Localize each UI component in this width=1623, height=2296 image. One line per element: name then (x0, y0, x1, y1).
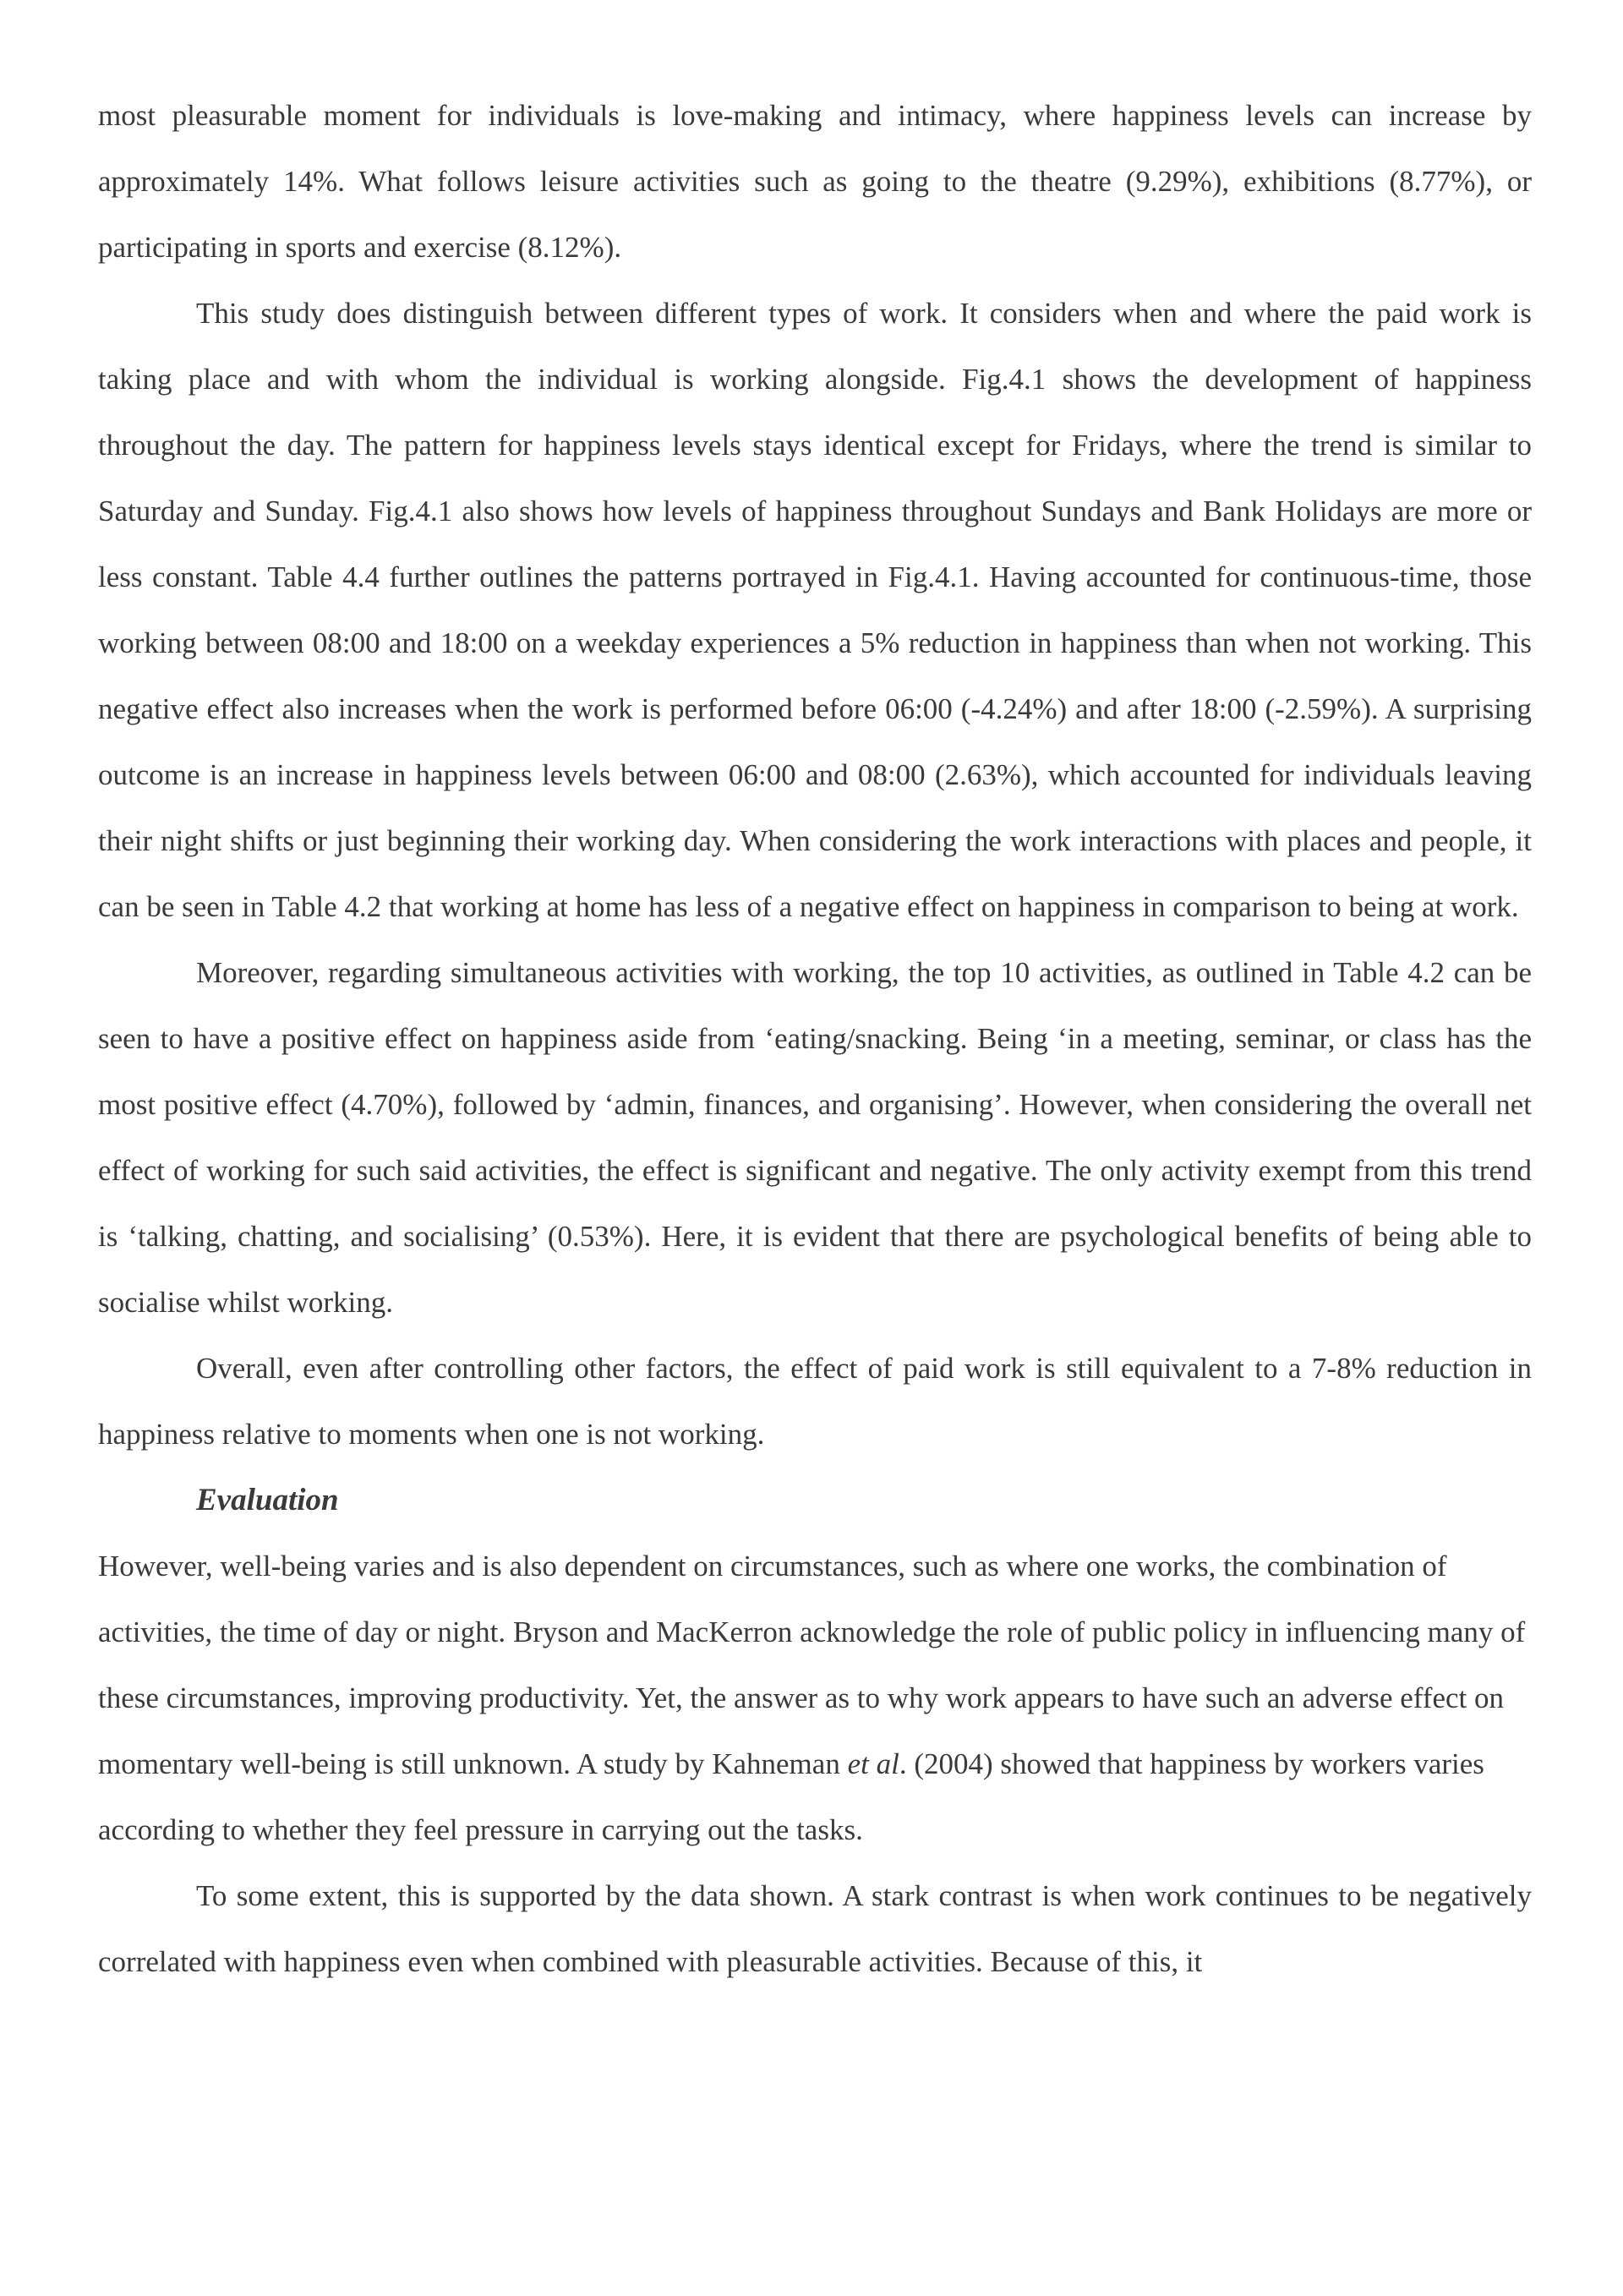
paragraph-evaluation (98, 1533, 1532, 1863)
paragraph-overall-effect: Overall, even after controlling other factors, the effect of paid work is still equivalent to a 7-8% reduction in happiness relative to moments when one is not working. (98, 1352, 1532, 1451)
document-page (98, 83, 1532, 1995)
et-al-italic: et al (847, 1747, 899, 1780)
section-heading-evaluation: Evaluation (196, 1483, 339, 1517)
evaluation-text-part-1: However, well-being varies and is also dependent on circumstances, such as where one works, the combination of activities, the time of day or night. Bryson and MacKerron acknowledge the role of public policy in influencing many of these circumstances, improving productivity. Yet, the answer as to why work appears to have such an adverse effect on momentary well-being is still unknown. A study by Kahneman (98, 1550, 1526, 1780)
paragraph-data-support: To some extent, this is supported by the data shown. A stark contrast is when work continues to be negatively correlated with happiness even when combined with pleasurable activities. Because of this, it (98, 1879, 1532, 1978)
paragraph-simultaneous-activities: Moreover, regarding simultaneous activities with working, the top 10 activities, as outlined in Table 4.2 can be seen to have a positive effect on happiness aside from ‘eating/snacking. Being ‘in a meeting, seminar, or class has the most positive effect (4.70%), followed by ‘admin, finances, and organising’. However, when considering the overall net effect of working for such said activities, the effect is significant and negative. The only activity exempt from this trend is ‘talking, chatting, and socialising’ (0.53%). Here, it is evident that there are psychological benefits of being able to socialise whilst working. (98, 956, 1532, 1319)
evaluation-text-part-2: . (2004) showed that happiness by workers varies according to whether they feel pressure in carrying out the tasks. (98, 1747, 1484, 1846)
paragraph-leisure-activities: most pleasurable moment for individuals is love-making and intimacy, where happiness levels can increase by approximately 14%. What follows leisure activities such as going to the theatre (9.29%), exhibitions (8.77%), or participating in sports and exercise (8.12%). (98, 99, 1532, 264)
paragraph-types-of-work: This study does distinguish between different types of work. It considers when and where the paid work is taking place and with whom the individual is working alongside. Fig.4.1 shows the development of happiness throughout the day. The pattern for happiness levels stays identical except for Fridays, where the trend is similar to Saturday and Sunday. Fig.4.1 also shows how levels of happiness throughout Sundays and Bank Holidays are more or less constant. Table 4.4 further outlines the patterns portrayed in Fig.4.1. Having accounted for continuous-time, those working between 08:00 and 18:00 on a weekday experiences a 5% reduction in happiness than when not working. This negative effect also increases when the work is performed before 06:00 (-4.24%) and after 18:00 (-2.59%). A surprising outcome is an increase in happiness levels between 06:00 and 08:00 (2.63%), which accounted for individuals leaving their night shifts or just beginning their working day. When considering the work interactions with places and people, it can be seen in Table 4.2 that working at home has less of a negative effect on happiness in comparison to being at work. (98, 297, 1532, 923)
